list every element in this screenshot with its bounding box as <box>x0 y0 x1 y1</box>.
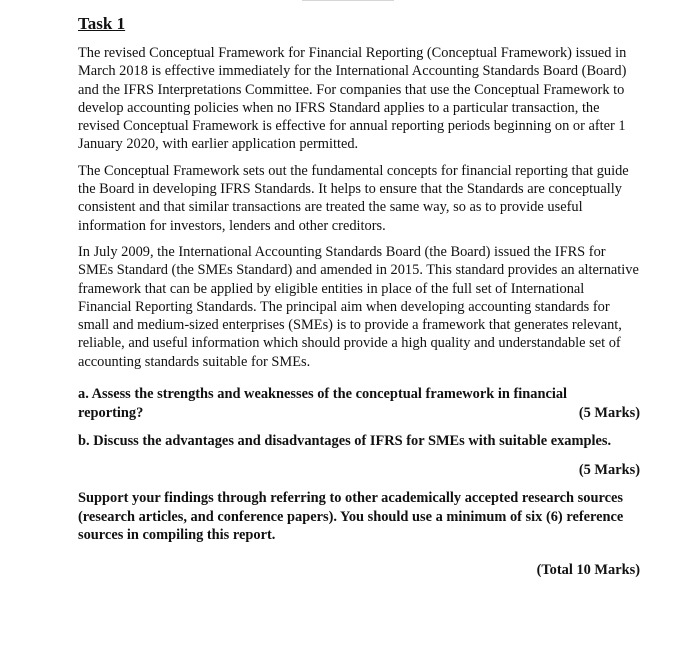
question-b-marks: (5 Marks) <box>578 461 640 478</box>
top-divider <box>302 0 394 1</box>
task-title: Task 1 <box>78 14 126 33</box>
question-b-text: b. Discuss the advantages and disadvantages of IFRS for SMEs with suitable examples. <box>78 433 612 450</box>
paragraph-conceptual-framework-revision: The revised Conceptual Framework for Financial Reporting (Conceptual Framework) issued in March 2018 is effective immediately for the International Accounting Standards Board (Board) and the IFRS Interpretations Committee. For companies that use the Conceptual Framework to develop accounting policies when no IFRS Standard applies to a particular transaction, the revised Conceptual Framework is effective for annual reporting periods beginning on or after 1 January 2020, with earlier application permitted. <box>78 45 627 153</box>
question-a <box>78 385 640 422</box>
document-page <box>78 14 640 579</box>
support-note: Support your findings through referring to other academically accepted research sources (research articles, and conference papers). You should use a minimum of six (6) reference sources in compiling this report. <box>78 490 624 544</box>
paragraph-ifrs-for-smes: In July 2009, the International Accounting Standards Board (the Board) issued the IFRS for SMEs Standard (the SMEs Standard) and amended in 2015. This standard provides an alternative framework that can be applied by eligible entities in place of the full set of International Financial Reporting Standards. The principal aim when developing accounting standards for small and medium-sized enterprises (SMEs) is to provide a framework that generates relevant, reliable, and useful information which should provide a high quality and understandable set of accounting standards suitable for SMEs. <box>78 243 639 370</box>
question-a-marks: (5 Marks) <box>578 404 640 421</box>
paragraph-conceptual-framework-purpose: The Conceptual Framework sets out the fundamental concepts for financial reporting that guide the Board in developing IFRS Standards. It helps to ensure that the Standards are conceptually consistent and that similar transactions are treated the same way, so as to provide useful information for investors, lenders and other creditors. <box>78 162 629 234</box>
total-marks: (Total 10 Marks) <box>536 561 640 578</box>
question-b <box>78 432 640 479</box>
question-a-text: a. Assess the strengths and weaknesses of the conceptual framework in financial reporting? <box>78 386 568 421</box>
